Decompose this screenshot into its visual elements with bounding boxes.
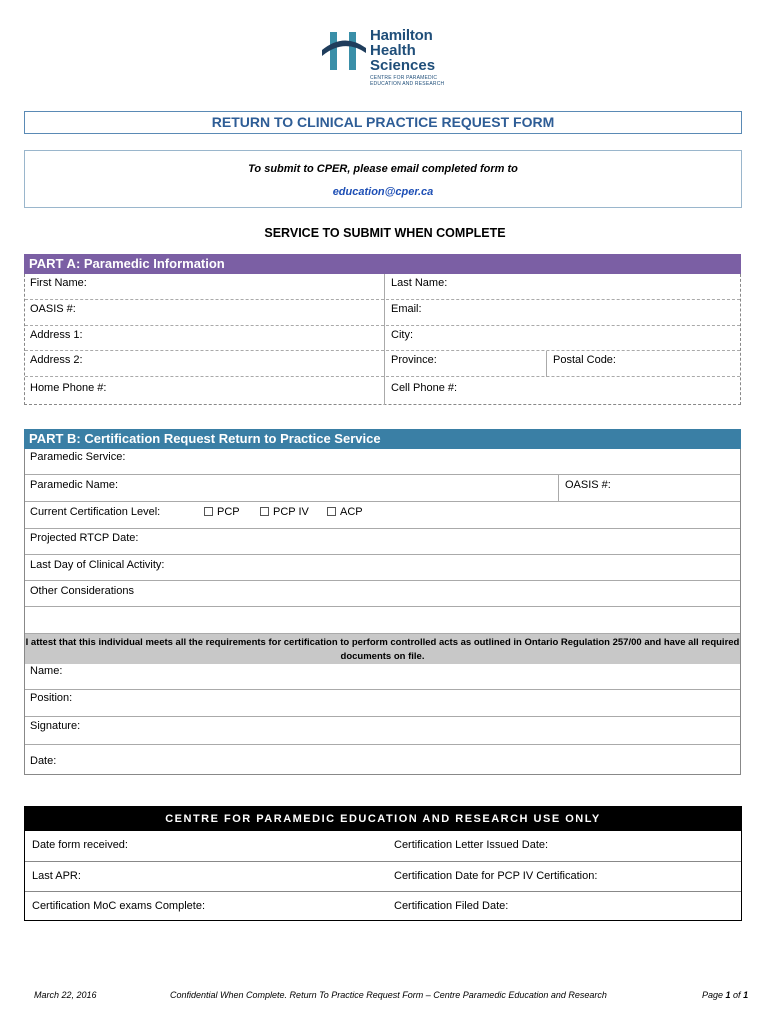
part-b-row-last-day (25, 555, 740, 581)
moc-exams-field[interactable]: Certification MoC exams Complete: (32, 900, 206, 912)
footer-page-total: 1 (743, 990, 749, 1000)
footer-date: March 22, 2016 (34, 990, 97, 1000)
submit-email-link[interactable]: education@cper.ca (332, 186, 434, 198)
address2-field[interactable]: Address 2: (30, 354, 83, 366)
part-b-row-rtcp (25, 529, 740, 555)
part-b-row-name (25, 475, 740, 502)
cert-level-label: Current Certification Level: (30, 506, 161, 518)
cell-phone-field[interactable]: Cell Phone #: (391, 382, 458, 394)
cert-letter-date-field[interactable]: Certification Letter Issued Date: (394, 839, 549, 851)
part-b-table (24, 449, 741, 775)
footer-page-of: of (730, 990, 744, 1000)
rtcp-date-field[interactable]: Projected RTCP Date: (30, 532, 139, 544)
footer-page-prefix: Page (702, 990, 726, 1000)
cert-date-pcpiv-field[interactable]: Certification Date for PCP IV Certification: (394, 870, 598, 882)
part-a-row-name (25, 274, 740, 300)
part-a-table (24, 274, 741, 405)
part-b-row-position (25, 690, 740, 717)
city-field[interactable]: City: (391, 329, 413, 341)
paramedic-service-field[interactable]: Paramedic Service: (30, 451, 126, 463)
last-apr-field[interactable]: Last APR: (32, 870, 81, 882)
submit-info-box (24, 150, 742, 208)
oasis-field[interactable]: OASIS #: (30, 303, 76, 315)
pcp-iv-label: PCP IV (273, 506, 309, 518)
cper-use-table (24, 806, 742, 921)
logo-line3: Sciences (370, 57, 436, 74)
part-b-divider (558, 475, 559, 502)
part-b-header: PART B: Certification Request Return to Practice Service (24, 429, 741, 449)
cert-option-acp[interactable] (322, 506, 363, 518)
part-b-row-service (25, 449, 740, 475)
last-name-field[interactable]: Last Name: (391, 277, 448, 289)
hhs-logo-mark-icon (322, 28, 368, 72)
cert-filed-date-field[interactable]: Certification Filed Date: (394, 900, 509, 912)
signature-field[interactable]: Signature: (30, 720, 81, 732)
paramedic-name-field[interactable]: Paramedic Name: (30, 479, 119, 491)
cert-option-pcp-iv[interactable] (255, 506, 309, 518)
pcp-checkbox[interactable] (204, 507, 213, 516)
part-a-header: PART A: Paramedic Information (24, 254, 741, 274)
part-a-row-address1 (25, 326, 740, 351)
last-day-field[interactable]: Last Day of Clinical Activity: (30, 559, 165, 571)
address1-field[interactable]: Address 1: (30, 329, 83, 341)
date-received-field[interactable]: Date form received: (32, 839, 128, 851)
part-b-row-signature (25, 717, 740, 745)
footer-page-num: 1 (725, 990, 731, 1000)
province-field[interactable]: Province: (391, 354, 437, 366)
part-b-row-other-blank[interactable] (25, 607, 740, 634)
acp-checkbox[interactable] (327, 507, 336, 516)
home-phone-field[interactable]: Home Phone #: (30, 382, 107, 394)
pcp-label: PCP (217, 506, 240, 518)
part-a-row-phone (25, 377, 740, 405)
submit-instruction: To submit to CPER, please email completed form to (248, 163, 518, 175)
pcp-iv-checkbox[interactable] (260, 507, 269, 516)
first-name-field[interactable]: First Name: (30, 277, 87, 289)
email-field[interactable]: Email: (391, 303, 422, 315)
form-title: RETURN TO CLINICAL PRACTICE REQUEST FORM (24, 111, 742, 134)
part-b-row-attest-name (25, 664, 740, 690)
logo-line4: CENTRE FOR PARAMEDIC EDUCATION AND RESEARCH (370, 75, 445, 87)
other-considerations-field[interactable]: Other Considerations (30, 585, 134, 597)
cper-row-2 (25, 862, 741, 892)
acp-label: ACP (340, 506, 363, 518)
cert-option-pcp[interactable] (199, 506, 240, 518)
attest-name-field[interactable]: Name: (30, 665, 63, 677)
part-a-row-oasis (25, 300, 740, 326)
part-b-row-date (25, 745, 740, 775)
attestation-text: I attest that this individual meets all the requirements for certification to perform controlled acts as outlined in Ontario Regulation 257/00 and have all required documents on file. (25, 634, 740, 664)
attest-date-field[interactable]: Date: (30, 755, 57, 767)
part-b-oasis-field[interactable]: OASIS #: (565, 479, 611, 491)
logo-line2: Health (370, 42, 416, 59)
cper-use-header: CENTRE FOR PARAMEDIC EDUCATION AND RESEARCH USE ONLY (25, 807, 741, 831)
footer-center-text: Confidential When Complete. Return To Practice Request Form – Centre Paramedic Education and Research (170, 990, 607, 1000)
hhs-logo (322, 28, 462, 90)
logo-line1: Hamilton (370, 27, 433, 44)
footer-page (702, 990, 748, 1000)
part-a-row-address2 (25, 351, 740, 377)
cper-row-3 (25, 892, 741, 922)
position-field[interactable]: Position: (30, 692, 73, 704)
cper-row-1 (25, 831, 741, 862)
postal-code-field[interactable]: Postal Code: (553, 354, 616, 366)
part-b-row-other (25, 581, 740, 607)
part-b-row-cert-level (25, 502, 740, 529)
service-line: SERVICE TO SUBMIT WHEN COMPLETE (264, 226, 506, 240)
